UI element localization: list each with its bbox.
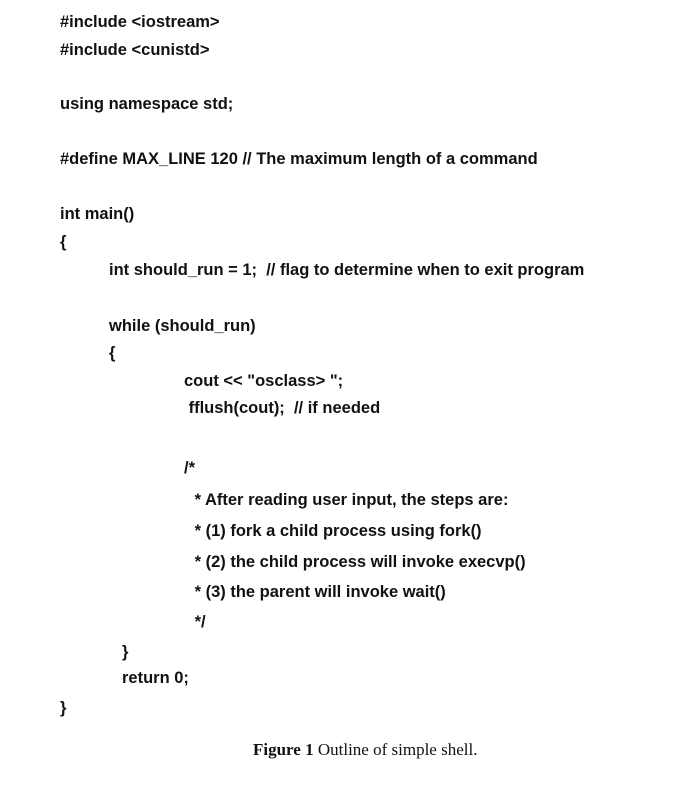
code-define-max-line: #define MAX_LINE 120 // The maximum length of a command: [60, 150, 538, 168]
code-fflush-call: fflush(cout); // if needed: [184, 399, 381, 417]
code-return-stmt: return 0;: [122, 669, 189, 687]
code-include-iostream: #include <iostream>: [60, 13, 220, 31]
code-comment-close: */: [190, 613, 206, 631]
code-while-close-brace: }: [122, 643, 129, 661]
code-include-cunistd: #include <cunistd>: [60, 41, 210, 59]
code-cout-prompt: cout << "osclass> ";: [184, 372, 344, 390]
code-comment-line1: * After reading user input, the steps are:: [190, 491, 509, 509]
code-using-namespace: using namespace std;: [60, 95, 234, 113]
code-while-header: while (should_run): [109, 317, 256, 335]
figure-caption-label: Figure 1: [253, 740, 314, 759]
code-should-run-decl: int should_run = 1; // flag to determine when to exit program: [109, 261, 585, 279]
code-comment-line2: * (1) fork a child process using fork(): [190, 522, 482, 540]
code-main-signature: int main(): [60, 205, 135, 223]
figure-caption-text: Outline of simple shell.: [313, 740, 478, 759]
figure-caption: [253, 740, 477, 760]
code-main-open-brace: {: [60, 233, 67, 251]
code-comment-line3: * (2) the child process will invoke execvp(): [190, 553, 526, 571]
code-comment-line4: * (3) the parent will invoke wait(): [190, 583, 446, 601]
code-while-open-brace: {: [109, 344, 116, 362]
code-comment-open: /*: [184, 459, 196, 477]
code-main-close-brace: }: [60, 699, 67, 717]
